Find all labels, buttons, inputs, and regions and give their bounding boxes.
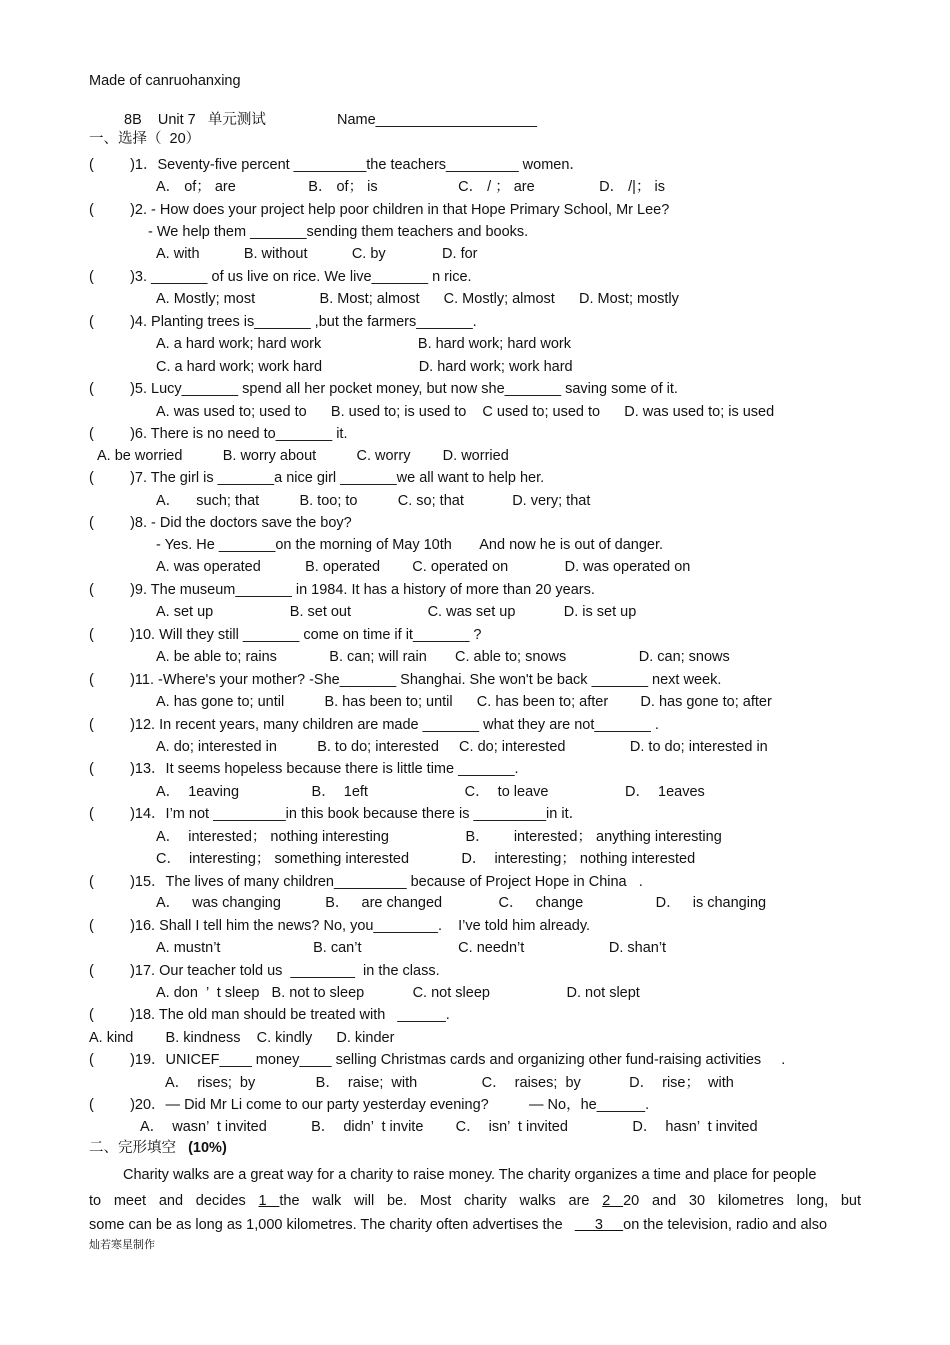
passage-text: some can be as long as 1,000 kilometres. The charity often advertises the bbox=[89, 1217, 563, 1233]
question-line: ( )5. Lucy_______ spend all her pocket money, but now she_______ saving some of it. bbox=[89, 381, 678, 397]
option-line: A. be able to; rains B. can; will rain C. able to; snows D. can; snows bbox=[156, 649, 730, 665]
question-line: ( )3. _______ of us live on rice. We live_______ n rice. bbox=[89, 269, 472, 285]
option-line: A. do; interested in B. to do; interested C. do; interested D. to do; interested in bbox=[156, 739, 768, 755]
option-line: A. a hard work; hard work B. hard work; hard work bbox=[156, 336, 572, 352]
question-line: ( )4. Planting trees is_______ ,but the farmers_______. bbox=[89, 314, 477, 330]
option-line: A． 1eaving B． 1eft C． to leave D． 1eaves bbox=[156, 784, 705, 800]
question-line: ( )15．The lives of many children_________ because of Project Hope in China . bbox=[89, 874, 643, 890]
section1-heading: 一、选择（ 20） bbox=[89, 131, 201, 147]
blank-2: 2 bbox=[602, 1193, 624, 1209]
question-line: ( )20．— Did Mr Li come to our party yesterday evening? — No，he______. bbox=[89, 1097, 650, 1113]
option-line: A. don ’ t sleep B. not to sleep C. not sleep D. not slept bbox=[156, 985, 640, 1001]
section2-heading bbox=[89, 1139, 227, 1157]
unit-title: 8B Unit 7 单元测试 bbox=[124, 112, 266, 128]
option-line: A． such; that B. too; to C. so; that D. very; that bbox=[156, 493, 591, 509]
question-line: ( )17. Our teacher told us ________ in the class. bbox=[89, 963, 440, 979]
footer-text: 灿若寒星制作 bbox=[89, 1239, 155, 1251]
passage-line-1: Charity walks are a great way for a charity to raise money. The charity organizes a time and place for people bbox=[123, 1167, 817, 1183]
option-line: A． wasn’ t invited B． didn’ t invite C． isn’ t invited D． hasn’ t invited bbox=[140, 1119, 758, 1135]
passage-text: to meet and decides bbox=[89, 1193, 246, 1209]
question-line: ( )1．Seventy-five percent _________the teachers_________ women． bbox=[89, 157, 584, 173]
question-line: ( )13．It seems hopeless because there is little time _______. bbox=[89, 761, 519, 777]
passage-line-3 bbox=[89, 1216, 827, 1234]
blank-1: 1 bbox=[258, 1193, 280, 1209]
name-field-label: Name____________________ bbox=[337, 112, 537, 128]
option-line: A. has gone to; until B. has been to; until C. has been to; after D. has gone to; after bbox=[156, 694, 772, 710]
passage-line-2 bbox=[89, 1192, 861, 1210]
question-line: ( )2. - How does your project help poor children in that Hope Primary School, Mr Lee? bbox=[89, 202, 670, 218]
question-line: ( )18. The old man should be treated with ______. bbox=[89, 1007, 450, 1023]
option-line: A. set up B. set out C. was set up D. is set up bbox=[156, 604, 637, 620]
passage-text: on the television, radio and also bbox=[623, 1217, 828, 1233]
option-line: - Yes. He _______on the morning of May 10th And now he is out of danger. bbox=[156, 537, 664, 553]
passage-text: the walk will be. Most charity walks are bbox=[279, 1193, 590, 1209]
section2-title: 二、完形填空 bbox=[89, 1140, 176, 1156]
blank-3: 3 bbox=[574, 1217, 624, 1233]
question-line: ( )14．I’m not _________in this book because there is _________in it． bbox=[89, 806, 584, 822]
question-line: ( )6. There is no need to_______ it. bbox=[89, 426, 348, 442]
option-line: A． of； are B． of； is C． / ； are D． /|； is bbox=[156, 179, 665, 195]
section2-points: (10%) bbox=[188, 1140, 227, 1156]
option-line: A. Mostly; most B. Most; almost C. Mostly; almost D. Most; mostly bbox=[156, 291, 679, 307]
option-line: C． interesting； something interested D． interesting； nothing interested bbox=[156, 851, 696, 867]
option-line: A. was operated B. operated C. operated on D. was operated on bbox=[156, 559, 691, 575]
question-line: ( )16. Shall I tell him the news? No, you________. I’ve told him already. bbox=[89, 918, 591, 934]
option-line: C. a hard work; work hard D. hard work; work hard bbox=[156, 359, 573, 375]
question-line: ( )19．UNICEF____ money____ selling Christmas cards and organizing other fund-raising activities . bbox=[89, 1052, 786, 1068]
made-of-line: Made of canruohanxing bbox=[89, 73, 241, 89]
option-line: A. kind B. kindness C. kindly D. kinder bbox=[89, 1030, 395, 1046]
question-line: ( )11. -Where's your mother? -She_______ Shanghai. She won't be back _______ next week. bbox=[89, 672, 722, 688]
option-line: A. be worried B. worry about C. worry D. worried bbox=[97, 448, 509, 464]
option-line: A. was used to; used to B. used to; is used to C used to; used to D. was used to; is used bbox=[156, 404, 775, 420]
passage-text: 20 and 30 kilometres long, but bbox=[623, 1193, 862, 1209]
option-line: A. with B. without C. by D. for bbox=[156, 246, 478, 262]
option-line: A． rises; by B． raise; with C． raises; by D． rise； with bbox=[165, 1075, 734, 1091]
question-line: ( )7. The girl is _______a nice girl _______we all want to help her. bbox=[89, 470, 545, 486]
option-line: A． interested； nothing interesting B． interested； anything interesting bbox=[156, 829, 722, 845]
question-line: ( )9. The museum_______ in 1984. It has a history of more than 20 years. bbox=[89, 582, 595, 598]
option-line: - We help them _______sending them teachers and books. bbox=[148, 224, 529, 240]
option-line: A. mustn’t B. can’t C. needn’t D. shan’t bbox=[156, 940, 667, 956]
question-line: ( )10. Will they still _______ come on time if it_______ ? bbox=[89, 627, 482, 643]
question-line: ( )12. In recent years, many children are made _______ what they are not_______ . bbox=[89, 717, 659, 733]
question-line: ( )8. - Did the doctors save the boy? bbox=[89, 515, 352, 531]
option-line: A． was changing B． are changed C． change D． is changing bbox=[156, 895, 767, 911]
